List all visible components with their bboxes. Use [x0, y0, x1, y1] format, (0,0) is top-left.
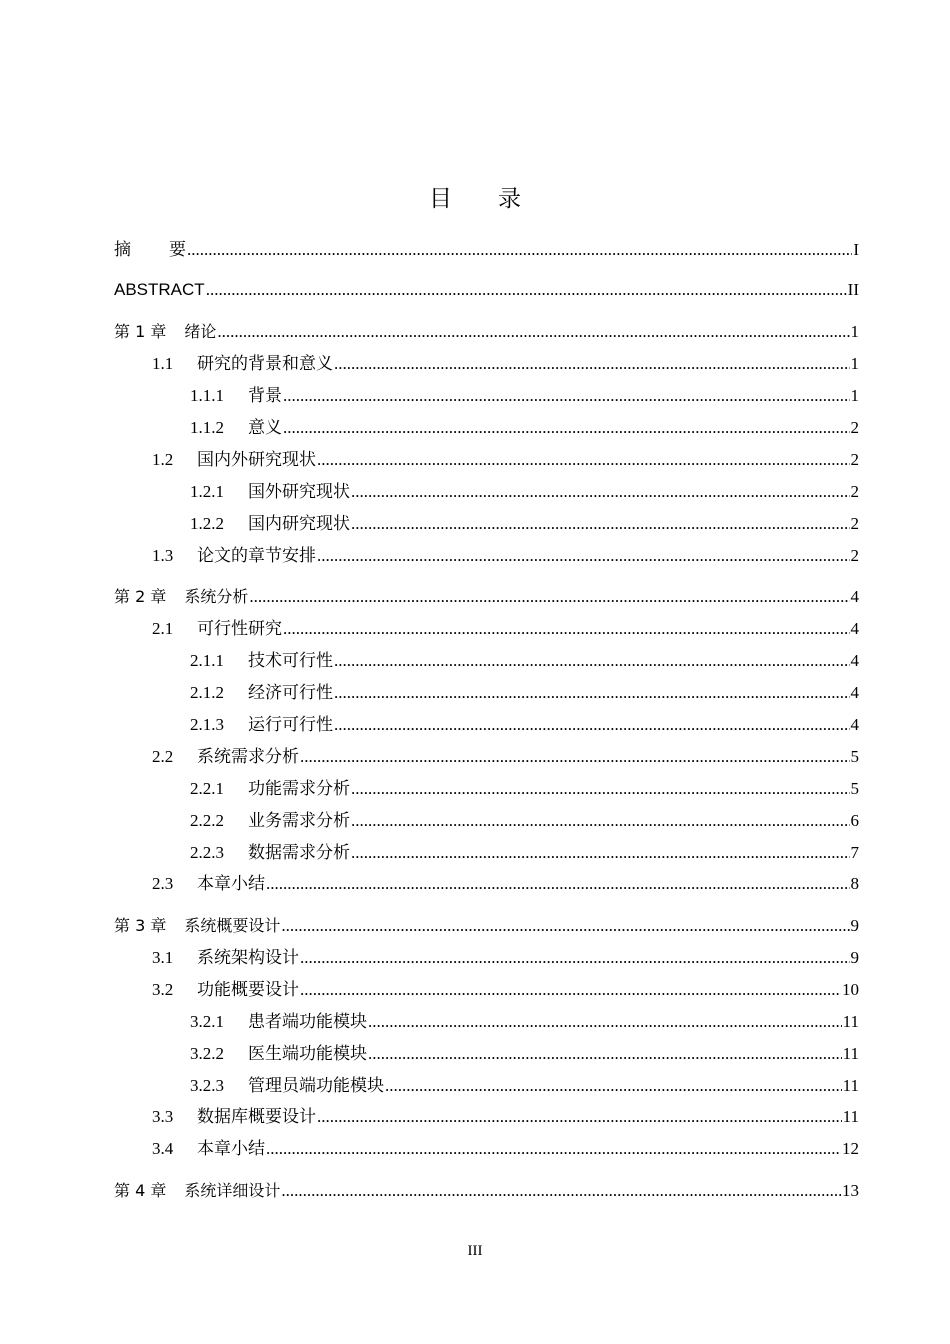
toc-entry-number: 1.1: [152, 354, 174, 373]
toc-entry-number: 1.1.2: [190, 418, 224, 437]
toc-dot-leader: [351, 480, 850, 504]
toc-entry[interactable]: [114, 448, 859, 472]
toc-entry-text: 患者端功能模块: [248, 1012, 367, 1031]
toc-entry-title: [114, 1179, 280, 1203]
toc-entry-number: 1.2.2: [190, 514, 224, 533]
toc-dot-leader: [281, 1179, 841, 1203]
toc-dot-leader: [334, 713, 850, 737]
toc-entry-text: 论文的章节安排: [197, 546, 316, 565]
toc-entry[interactable]: [114, 872, 859, 896]
toc-entry-text: 绪论: [184, 322, 217, 341]
toc-entry-page: 11: [842, 1044, 859, 1063]
toc-entry-title: [152, 352, 333, 376]
toc-entry-page: 1: [850, 386, 859, 405]
toc-dot-leader: [249, 585, 849, 609]
toc-entry-page: 4: [850, 715, 859, 734]
toc-entry-page: 5: [850, 779, 859, 798]
toc-entry-title: [152, 1137, 265, 1161]
toc-entry-title: [152, 544, 316, 568]
toc-entry[interactable]: [114, 544, 859, 568]
toc-entry-page: 9: [850, 948, 859, 967]
toc-entry[interactable]: [114, 809, 859, 833]
toc-entry-text: 可行性研究: [197, 619, 282, 638]
toc-dot-leader: [351, 512, 850, 536]
toc-entry-number: 第 4 章: [114, 1181, 167, 1200]
toc-entry-page: 4: [850, 651, 859, 670]
toc-entry-number: 3.2: [152, 980, 174, 999]
toc-entry[interactable]: [114, 1137, 859, 1161]
toc-entry-title: [190, 841, 350, 865]
toc-entry-number: 3.2.2: [190, 1044, 224, 1063]
page-title-part-1: 目: [429, 186, 452, 212]
toc-entry-title: [190, 809, 350, 833]
toc-entry-title: [114, 238, 186, 262]
toc-entry-text-part: 要: [169, 240, 186, 259]
toc-entry[interactable]: [114, 1042, 859, 1066]
toc-entry-page: 1: [850, 322, 859, 341]
toc-entry-text: 系统需求分析: [197, 747, 299, 766]
toc-entry-title: [190, 480, 350, 504]
toc-entry-page: 11: [842, 1012, 859, 1031]
toc-entry-text: 背景: [248, 386, 282, 405]
toc-dot-leader: [368, 1010, 842, 1034]
toc-dot-leader: [385, 1074, 842, 1098]
toc-entry-number: 第 2 章: [114, 587, 167, 606]
toc-entry-title: [190, 649, 333, 673]
toc-entry-page: I: [853, 240, 859, 259]
toc-entry-text-part: 摘: [114, 240, 131, 259]
toc-dot-leader: [334, 649, 850, 673]
toc-dot-leader: [317, 1105, 842, 1129]
toc-entry-page: 4: [850, 587, 859, 606]
toc-entry[interactable]: [114, 585, 859, 609]
toc-entry-title: [152, 448, 316, 472]
toc-entry-text: 研究的背景和意义: [197, 354, 333, 373]
toc-dot-leader: [334, 352, 850, 376]
toc-entry[interactable]: [114, 320, 859, 344]
toc-entry-title: [190, 1042, 367, 1066]
toc-entry-title: [114, 914, 280, 938]
toc-entry-title: [190, 1074, 384, 1098]
toc-entry-text: 国外研究现状: [248, 482, 350, 501]
toc-entry-number: 3.4: [152, 1139, 174, 1158]
toc-dot-leader: [317, 448, 850, 472]
page-title-part-2: 录: [498, 186, 521, 212]
toc-entry-page: 2: [850, 418, 859, 437]
toc-entry[interactable]: [114, 352, 859, 376]
toc-dot-leader: [266, 1137, 841, 1161]
toc-entry-text: 数据库概要设计: [197, 1107, 316, 1126]
toc-entry[interactable]: [114, 649, 859, 673]
toc-entry-page: 8: [850, 874, 859, 893]
toc-entry-text: 系统分析: [184, 587, 249, 606]
toc-entry-number: 2.1.2: [190, 683, 224, 702]
toc-entry[interactable]: [114, 480, 859, 504]
toc-entry-text: 医生端功能模块: [248, 1044, 367, 1063]
toc-entry-page: 11: [842, 1107, 859, 1126]
toc-entry-number: 3.3: [152, 1107, 174, 1126]
toc-dot-leader: [283, 617, 850, 641]
toc-entry-text: 功能需求分析: [248, 779, 350, 798]
toc-entry-title: [190, 713, 333, 737]
page-title: [0, 180, 950, 213]
toc-entry-page: 4: [850, 683, 859, 702]
toc-entry-page: 6: [850, 811, 859, 830]
toc-dot-leader: [266, 872, 850, 896]
toc-entry-text: 运行可行性: [248, 715, 333, 734]
toc-entry-text: 意义: [248, 418, 282, 437]
toc-entry-page: 12: [842, 1139, 859, 1158]
toc-entry-title: [152, 978, 299, 1002]
toc-dot-leader: [317, 544, 850, 568]
toc-entry-text: 技术可行性: [248, 651, 333, 670]
toc-dot-leader: [281, 914, 849, 938]
toc-entry-number: 3.1: [152, 948, 174, 967]
toc-entry-number: 3.2.3: [190, 1076, 224, 1095]
toc-entry-title: [152, 617, 282, 641]
toc-dot-leader: [351, 777, 850, 801]
toc-entry[interactable]: [114, 1179, 859, 1203]
toc-entry-text: 经济可行性: [248, 683, 333, 702]
toc-entry[interactable]: [114, 946, 859, 970]
toc-entry-number: 2.3: [152, 874, 174, 893]
toc-entry-number: 2.2.2: [190, 811, 224, 830]
toc-entry-text: 功能概要设计: [197, 980, 299, 999]
toc-entry[interactable]: [114, 914, 859, 938]
toc-dot-leader: [300, 978, 841, 1002]
toc-entry-number: 1.2: [152, 450, 174, 469]
toc-dot-leader: [351, 841, 850, 865]
toc-entry-text: 系统详细设计: [184, 1181, 281, 1200]
toc-entry-page: 5: [850, 747, 859, 766]
toc-entry-number: 1.3: [152, 546, 174, 565]
toc-entry[interactable]: [114, 1010, 859, 1034]
toc-entry-number: 2.1.3: [190, 715, 224, 734]
toc-entry-title: [190, 384, 282, 408]
toc-entry-text: 业务需求分析: [248, 811, 350, 830]
toc-entry-page: 2: [850, 450, 859, 469]
toc-entry-number: 2.2.3: [190, 843, 224, 862]
toc-entry-title: [190, 1010, 367, 1034]
toc-dot-leader: [351, 809, 850, 833]
toc-entry[interactable]: [114, 978, 859, 1002]
toc-entry[interactable]: [114, 777, 859, 801]
page-number: III: [467, 1243, 483, 1259]
toc-entry-number: 2.1: [152, 619, 174, 638]
toc-entry-title: [190, 512, 350, 536]
toc-entry-page: 9: [850, 916, 859, 935]
toc-entry-title: [152, 872, 265, 896]
toc-dot-leader: [283, 384, 850, 408]
toc-entry-title: [152, 745, 299, 769]
toc-entry-page: 10: [842, 980, 859, 999]
toc-entry-text: 国内外研究现状: [197, 450, 316, 469]
toc-entry-page: 13: [842, 1181, 859, 1200]
toc-dot-leader: [300, 946, 850, 970]
toc-dot-leader: [187, 238, 852, 262]
toc-entry-text: 本章小结: [197, 874, 265, 893]
toc-entry-page: 2: [850, 514, 859, 533]
toc-entry-number: 2.2: [152, 747, 174, 766]
toc-dot-leader: [283, 416, 850, 440]
toc-entry-page: 1: [850, 354, 859, 373]
toc-entry-title: [114, 585, 248, 609]
toc-entry-number: 第 3 章: [114, 916, 167, 935]
toc-entry[interactable]: [114, 238, 859, 262]
toc-entry-text: 数据需求分析: [248, 843, 350, 862]
toc-entry[interactable]: [114, 617, 859, 641]
toc-entry-number: 2.1.1: [190, 651, 224, 670]
toc-entry-title: [190, 681, 333, 705]
toc-entry-title: [190, 416, 282, 440]
toc-entry-text: 管理员端功能模块: [248, 1076, 384, 1095]
toc-dot-leader: [217, 320, 849, 344]
toc-dot-leader: [334, 681, 850, 705]
toc-entry-text: 国内研究现状: [248, 514, 350, 533]
toc-entry-title: [114, 320, 216, 344]
toc-entry-text: 系统架构设计: [197, 948, 299, 967]
toc-entry-number: 2.2.1: [190, 779, 224, 798]
toc-entry-page: 4: [850, 619, 859, 638]
toc-entry-page: 2: [850, 546, 859, 565]
toc-entry-page: 2: [850, 482, 859, 501]
toc-entry-number: 3.2.1: [190, 1012, 224, 1031]
toc-entry-title: [190, 777, 350, 801]
toc-entry[interactable]: [114, 745, 859, 769]
toc-dot-leader: [368, 1042, 842, 1066]
toc-dot-leader: [206, 278, 847, 302]
toc-entry-number: 第 1 章: [114, 322, 167, 341]
toc-entry-title: [152, 946, 299, 970]
toc-entry[interactable]: [114, 1074, 859, 1098]
toc-entry-page: 11: [842, 1076, 859, 1095]
toc-entry[interactable]: [114, 713, 859, 737]
toc-entry[interactable]: [114, 841, 859, 865]
toc-entry-page: II: [847, 280, 859, 299]
toc-entry[interactable]: [114, 384, 859, 408]
toc-dot-leader: [300, 745, 850, 769]
toc-entry[interactable]: [114, 278, 859, 302]
toc-entry-title: [152, 1105, 316, 1129]
toc-entry[interactable]: [114, 1105, 859, 1129]
toc-entry-number: 1.1.1: [190, 386, 224, 405]
toc-entry-title: ABSTRACT: [114, 280, 205, 299]
toc-entry-text: 系统概要设计: [184, 916, 281, 935]
toc-entry[interactable]: [114, 681, 859, 705]
toc-entry[interactable]: [114, 416, 859, 440]
toc-entry-text: 本章小结: [197, 1139, 265, 1158]
toc-entry[interactable]: [114, 512, 859, 536]
toc-entry-page: 7: [850, 843, 859, 862]
toc-entry-number: 1.2.1: [190, 482, 224, 501]
